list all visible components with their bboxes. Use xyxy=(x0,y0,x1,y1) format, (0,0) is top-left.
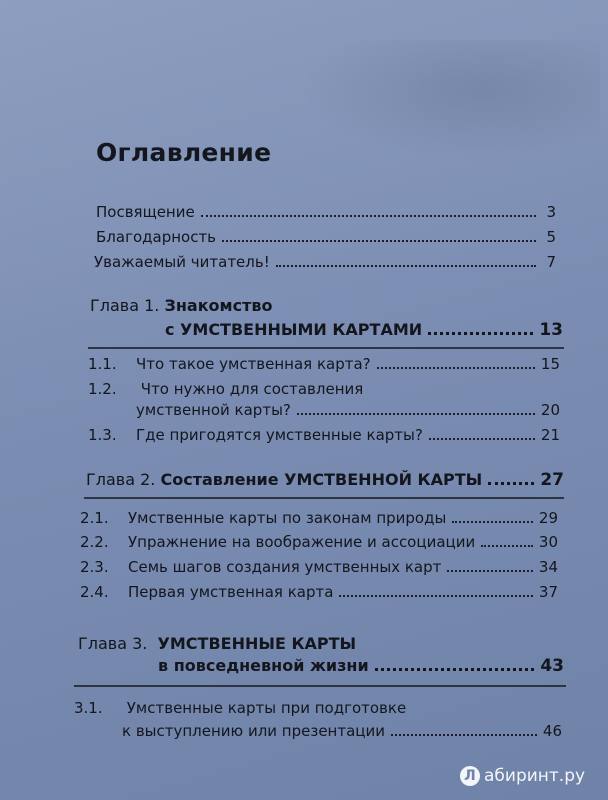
toc-entry-3-1-cont[interactable] xyxy=(122,722,562,740)
section-number: 3.1. xyxy=(74,699,103,717)
leader-dots xyxy=(339,595,533,597)
separator-line xyxy=(84,497,564,499)
entry-page: 34 xyxy=(538,558,558,576)
leader-dots xyxy=(488,482,534,485)
leader-dots xyxy=(391,734,537,736)
chapter-1-heading[interactable] xyxy=(90,296,273,315)
chapter-title: Знакомство xyxy=(164,296,273,315)
entry-label: Умственные карты при подготовке xyxy=(126,699,407,717)
chapter-2-heading[interactable] xyxy=(86,470,564,490)
section-number: 2.4. xyxy=(80,583,109,601)
entry-page: 3 xyxy=(546,203,556,221)
toc-entry-dear-reader[interactable] xyxy=(94,253,556,271)
leader-dots xyxy=(428,332,533,335)
entry-page: 20 xyxy=(540,401,560,419)
toc-entry-2-1[interactable] xyxy=(80,509,558,527)
entry-label: Уважаемый читатель! xyxy=(94,253,270,271)
chapter-title: УМСТВЕННЫЕ КАРТЫ xyxy=(157,634,357,653)
show-through-shadow xyxy=(300,40,600,160)
toc-entry-3-1[interactable] xyxy=(74,699,406,717)
leader-dots xyxy=(222,240,536,242)
chapter-page: 13 xyxy=(539,320,563,340)
chapter-prefix: Глава 1. xyxy=(90,296,160,315)
leader-dots xyxy=(375,668,535,671)
chapter-1-heading-line2[interactable] xyxy=(165,320,563,340)
entry-page: 30 xyxy=(538,533,558,551)
toc-entry-2-2[interactable] xyxy=(80,533,558,551)
leader-dots xyxy=(276,265,536,267)
section-number: 1.2. xyxy=(88,380,117,398)
entry-label: Благодарность xyxy=(96,228,217,246)
section-number: 1.3. xyxy=(88,426,117,444)
leader-dots xyxy=(377,367,535,369)
entry-page: 21 xyxy=(540,426,560,444)
entry-page: 46 xyxy=(542,722,562,740)
entry-page: 15 xyxy=(540,355,560,373)
leader-dots xyxy=(201,215,536,217)
separator-line xyxy=(88,347,564,349)
labirint-watermark xyxy=(460,766,585,786)
section-number: 1.1. xyxy=(88,355,117,373)
toc-entry-dedication[interactable] xyxy=(96,203,556,221)
chapter-prefix: Глава 2. xyxy=(86,470,156,489)
entry-page: 7 xyxy=(546,253,556,271)
entry-label: Где пригодятся умственные карты? xyxy=(136,426,423,444)
entry-label: Семь шагов создания умственных карт xyxy=(128,558,442,576)
toc-entry-2-3[interactable] xyxy=(80,558,558,576)
entry-label: Первая умственная карта xyxy=(128,583,334,601)
separator-line xyxy=(74,685,566,687)
leader-dots xyxy=(481,545,533,547)
toc-entry-1-3[interactable] xyxy=(88,426,560,444)
toc-entry-1-2-cont[interactable] xyxy=(136,401,560,419)
labirint-logo-icon: Л xyxy=(460,766,480,786)
leader-dots xyxy=(452,521,533,523)
entry-page: 5 xyxy=(546,228,556,246)
chapter-prefix: Глава 3. xyxy=(78,634,148,653)
entry-label-cont: умственной карты? xyxy=(136,401,291,419)
chapter-title-cont: в повседневной жизни xyxy=(158,656,369,675)
entry-label: Что нужно для составления xyxy=(140,380,364,398)
section-number: 2.3. xyxy=(80,558,109,576)
entry-page: 29 xyxy=(538,509,558,527)
section-number: 2.1. xyxy=(80,509,109,527)
chapter-page: 43 xyxy=(540,656,564,676)
chapter-title: Составление УМСТВЕННОЙ КАРТЫ xyxy=(160,470,483,489)
entry-label: Что такое умственная карта? xyxy=(136,355,371,373)
toc-entry-1-2[interactable] xyxy=(88,380,363,398)
toc-entry-gratitude[interactable] xyxy=(96,228,556,246)
entry-label: Упражнение на воображение и ассоциации xyxy=(128,533,476,551)
leader-dots xyxy=(447,570,533,572)
section-number: 2.2. xyxy=(80,533,109,551)
entry-label: Посвящение xyxy=(96,203,195,221)
chapter-page: 27 xyxy=(540,470,564,490)
leader-dots xyxy=(429,438,535,440)
toc-entry-1-1[interactable] xyxy=(88,355,560,373)
toc-title: Оглавление xyxy=(96,138,272,167)
entry-label: Умственные карты по законам природы xyxy=(128,509,447,527)
entry-page: 37 xyxy=(538,583,558,601)
chapter-3-heading[interactable] xyxy=(78,634,356,653)
chapter-title-cont: с УМСТВЕННЫМИ КАРТАМИ xyxy=(165,320,423,339)
chapter-3-heading-line2[interactable] xyxy=(158,656,564,676)
entry-label-cont: к выступлению или презентации xyxy=(122,722,386,740)
toc-entry-2-4[interactable] xyxy=(80,583,558,601)
leader-dots xyxy=(297,413,535,415)
watermark-text: абиринт.ру xyxy=(484,766,586,786)
